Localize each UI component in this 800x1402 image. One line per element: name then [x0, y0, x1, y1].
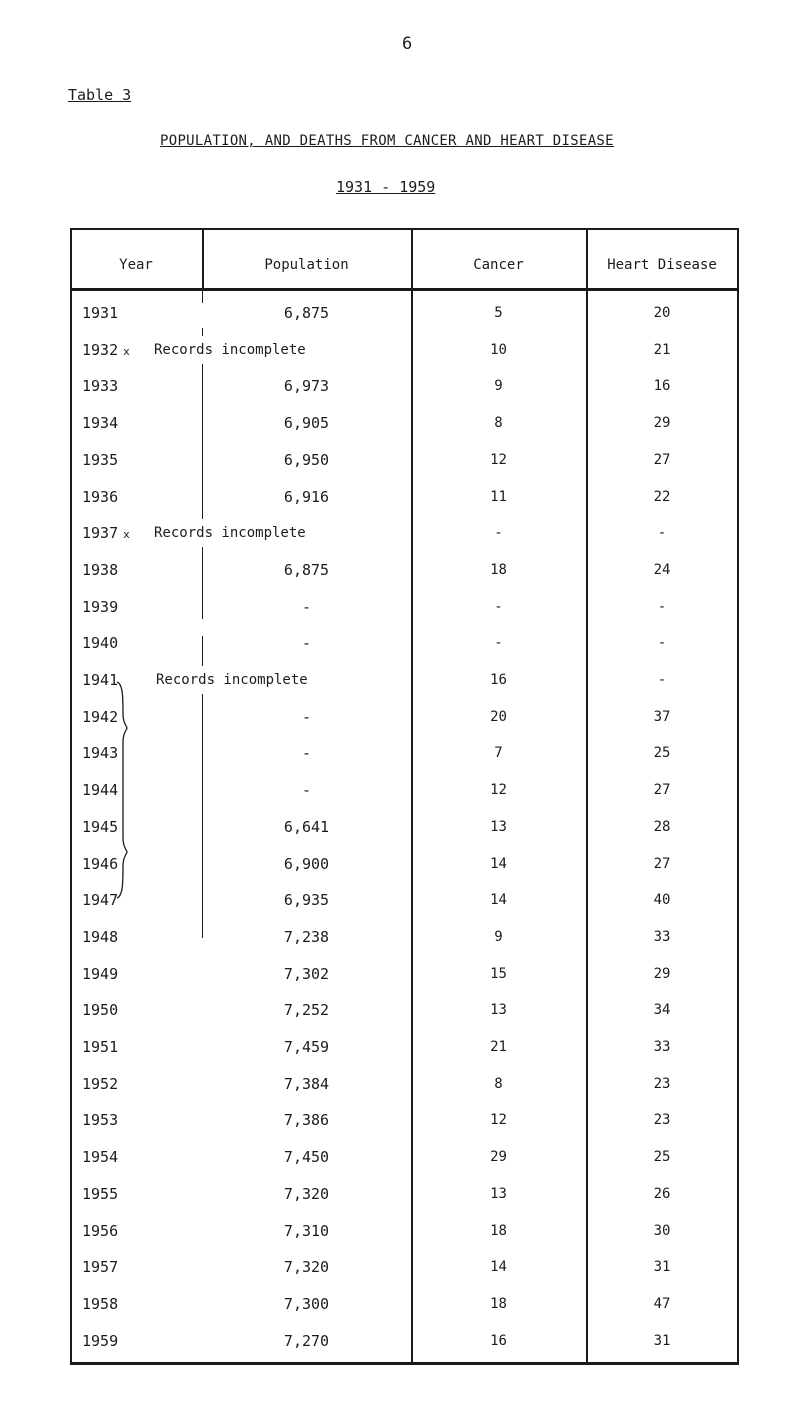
population-cell: 7,459 — [283, 1038, 330, 1056]
heart-disease-cell: - — [657, 672, 667, 688]
year-cell — [82, 1033, 118, 1061]
year-value: 1946 — [82, 854, 119, 873]
cancer-cell: 16 — [490, 672, 507, 688]
year-cell — [82, 923, 118, 951]
records-incomplete-note: Records incomplete — [154, 336, 308, 364]
cancer-cell: 29 — [490, 1149, 507, 1166]
table-row — [70, 1143, 739, 1171]
year-cell — [82, 593, 118, 621]
population-cell: 6,900 — [283, 854, 330, 873]
heart-disease-cell: 23 — [653, 1112, 671, 1129]
cancer-cell: 12 — [490, 1112, 507, 1129]
year-value: 1943 — [82, 744, 119, 763]
cancer-cell: 7 — [494, 745, 503, 762]
population-cell: 7,252 — [283, 1001, 330, 1020]
year-value: 1955 — [82, 1184, 119, 1203]
cancer-cell: 14 — [490, 1259, 507, 1276]
year-value: 1942 — [82, 707, 119, 726]
year-value: 1932 — [82, 340, 119, 359]
table-row — [70, 556, 739, 584]
table-row — [70, 1033, 739, 1061]
heart-disease-cell: 20 — [653, 305, 671, 321]
year-cell — [82, 1070, 118, 1098]
heart-disease-cell: 16 — [653, 378, 671, 395]
year-value: 1947 — [82, 891, 119, 910]
table-row — [70, 446, 739, 474]
cancer-cell: - — [494, 525, 503, 542]
year-value: 1954 — [82, 1148, 119, 1167]
population-cell: 7,450 — [283, 1148, 330, 1167]
year-cell — [82, 776, 118, 804]
year-cell — [82, 556, 118, 584]
cancer-cell: 10 — [490, 341, 507, 358]
table-label: Table 3 — [68, 86, 132, 104]
year-cell — [82, 739, 118, 767]
table-row — [70, 666, 739, 694]
year-cell — [82, 996, 118, 1024]
year-cell — [82, 336, 130, 366]
heart-disease-cell: - — [657, 635, 667, 652]
cancer-cell: 21 — [490, 1039, 507, 1055]
year-cell — [82, 1290, 118, 1318]
population-cell: 7,300 — [283, 1294, 330, 1313]
heart-disease-cell: 26 — [653, 1185, 671, 1202]
table-row — [70, 483, 739, 511]
year-cell — [82, 1217, 118, 1245]
year-cell — [82, 703, 118, 731]
cancer-cell: 9 — [494, 378, 503, 395]
heart-disease-cell: 30 — [653, 1222, 671, 1239]
year-cell — [82, 299, 118, 327]
year-cell — [82, 629, 118, 657]
years-range: 1931 - 1959 — [336, 178, 436, 196]
year-cell — [82, 886, 118, 914]
table-row — [70, 1290, 739, 1318]
year-cell — [82, 1253, 118, 1281]
page-title: POPULATION, AND DEATHS FROM CANCER AND HEART DISEASE — [160, 133, 614, 149]
cancer-cell: - — [494, 635, 503, 652]
heart-disease-cell: 24 — [653, 561, 671, 578]
heart-disease-cell: - — [657, 598, 667, 615]
year-value: 1952 — [82, 1074, 119, 1093]
heart-disease-cell: 22 — [653, 488, 671, 505]
table-bottom-rule — [70, 1362, 739, 1365]
table-row — [70, 703, 739, 731]
year-value: 1935 — [82, 450, 119, 469]
year-cell — [82, 1143, 118, 1171]
population-cell: 6,875 — [283, 560, 330, 579]
year-cell — [82, 850, 118, 878]
cancer-cell: 14 — [490, 892, 507, 909]
heart-disease-cell: 21 — [653, 341, 671, 358]
heart-disease-cell: 33 — [653, 928, 671, 945]
year-value: 1937 — [82, 524, 119, 543]
population-cell: 7,310 — [283, 1221, 330, 1240]
table-row — [70, 629, 739, 657]
cancer-cell: 9 — [494, 928, 503, 945]
table-row — [70, 776, 739, 804]
table-row — [70, 1217, 739, 1245]
population-cell: 7,270 — [283, 1331, 330, 1350]
table-top-rule — [70, 228, 739, 230]
table-row — [70, 923, 739, 951]
table-row — [70, 813, 739, 841]
bracket-1939-1944 — [115, 680, 129, 900]
year-cell — [82, 1106, 118, 1134]
year-value: 1951 — [82, 1038, 119, 1056]
cancer-cell: 13 — [490, 1185, 507, 1202]
table-row — [70, 739, 739, 767]
heart-disease-cell: 40 — [653, 892, 671, 909]
year-value: 1959 — [82, 1331, 119, 1350]
year-value: 1944 — [82, 781, 119, 800]
heart-disease-cell: 37 — [653, 708, 671, 725]
table-row — [70, 1253, 739, 1281]
year-cell — [82, 1180, 118, 1208]
year-cell — [82, 960, 118, 988]
header-year: Year — [119, 257, 153, 273]
table-row — [70, 1070, 739, 1098]
table-row — [70, 299, 739, 327]
heart-disease-cell: 27 — [653, 451, 671, 468]
table-row — [70, 886, 739, 914]
year-value: 1945 — [82, 817, 119, 836]
table-row — [70, 1106, 739, 1134]
year-value: 1941 — [82, 671, 119, 689]
table-row — [70, 960, 739, 988]
population-cell: 7,302 — [283, 964, 330, 983]
data-table — [70, 228, 739, 1365]
heart-disease-cell: 23 — [653, 1075, 671, 1092]
year-value: 1950 — [82, 1001, 119, 1020]
cancer-cell: 18 — [490, 1295, 507, 1312]
year-cell — [82, 813, 118, 841]
cancer-cell: 18 — [490, 1222, 507, 1239]
heart-disease-cell: 27 — [653, 855, 671, 872]
year-cell — [82, 666, 118, 694]
population-cell: 7,320 — [283, 1184, 330, 1203]
year-cell — [82, 409, 118, 437]
header-heart-disease: Heart Disease — [607, 257, 717, 273]
population-cell: 7,320 — [283, 1258, 330, 1277]
records-incomplete-note: Records incomplete — [154, 519, 308, 547]
cancer-cell: 14 — [490, 855, 507, 872]
cancer-cell: 15 — [490, 965, 507, 982]
heart-disease-cell: 31 — [653, 1332, 671, 1349]
cancer-cell: 12 — [490, 451, 507, 468]
population-cell: - — [301, 707, 312, 726]
table-row — [70, 593, 739, 621]
population-cell: 6,916 — [283, 487, 330, 506]
year-cell — [82, 372, 118, 400]
footnote-marker: x — [123, 344, 130, 358]
year-value: 1957 — [82, 1258, 119, 1277]
heart-disease-cell: 29 — [653, 965, 671, 982]
cancer-cell: 12 — [490, 782, 507, 799]
year-value: 1953 — [82, 1111, 119, 1130]
year-cell — [82, 1327, 118, 1355]
records-incomplete-note: Records incomplete — [156, 666, 310, 694]
table-row — [70, 409, 739, 437]
heart-disease-cell: 25 — [653, 1149, 671, 1166]
page-number: 6 — [402, 34, 413, 54]
cancer-cell: 18 — [490, 561, 507, 578]
population-cell: 6,905 — [283, 414, 330, 433]
cancer-cell: 8 — [494, 415, 503, 432]
heart-disease-cell: 27 — [653, 782, 671, 799]
population-cell: - — [301, 634, 312, 653]
year-value: 1933 — [82, 377, 119, 396]
year-cell — [82, 446, 118, 474]
year-value: 1934 — [82, 414, 119, 433]
cancer-cell: 20 — [490, 708, 507, 725]
population-cell: - — [301, 597, 312, 616]
table-row — [70, 1180, 739, 1208]
cancer-cell: - — [494, 598, 503, 615]
table-row — [70, 336, 739, 364]
heart-disease-cell: 34 — [653, 1002, 671, 1019]
population-cell: 7,238 — [283, 927, 330, 946]
year-value: 1956 — [82, 1221, 119, 1240]
cancer-cell: 8 — [494, 1075, 503, 1092]
table-row — [70, 372, 739, 400]
year-value: 1948 — [82, 927, 119, 946]
population-cell: 6,875 — [283, 304, 330, 322]
table-row — [70, 1327, 739, 1355]
year-cell — [82, 519, 130, 549]
heart-disease-cell: - — [657, 525, 667, 542]
population-cell: 7,386 — [283, 1111, 330, 1130]
cancer-cell: 5 — [494, 305, 503, 321]
heart-disease-cell: 25 — [653, 745, 671, 762]
population-cell: 6,950 — [283, 450, 330, 469]
population-cell: 6,935 — [283, 891, 330, 910]
header-population: Population — [264, 257, 349, 273]
year-value: 1938 — [82, 560, 119, 579]
population-cell: - — [301, 781, 312, 800]
header-cancer: Cancer — [473, 257, 524, 273]
table-row — [70, 850, 739, 878]
cancer-cell: 13 — [490, 818, 507, 835]
population-cell: 6,641 — [283, 817, 330, 836]
table-row — [70, 996, 739, 1024]
population-cell: 6,973 — [283, 377, 330, 396]
cancer-cell: 13 — [490, 1002, 507, 1019]
population-cell: 7,384 — [283, 1074, 330, 1093]
heart-disease-cell: 31 — [653, 1259, 671, 1276]
year-cell — [82, 483, 118, 511]
year-value: 1936 — [82, 487, 119, 506]
cancer-cell: 16 — [490, 1332, 507, 1349]
year-value: 1958 — [82, 1294, 119, 1313]
header-rule — [70, 288, 739, 291]
cancer-cell: 11 — [490, 488, 507, 505]
heart-disease-cell: 33 — [653, 1039, 671, 1055]
heart-disease-cell: 29 — [653, 415, 671, 432]
heart-disease-cell: 28 — [653, 818, 671, 835]
year-value: 1931 — [82, 304, 119, 322]
population-cell: - — [301, 744, 312, 763]
year-value: 1949 — [82, 964, 119, 983]
table-row — [70, 519, 739, 547]
year-value: 1939 — [82, 597, 119, 616]
heart-disease-cell: 47 — [653, 1295, 671, 1312]
footnote-marker: x — [123, 528, 130, 542]
year-value: 1940 — [82, 634, 119, 653]
